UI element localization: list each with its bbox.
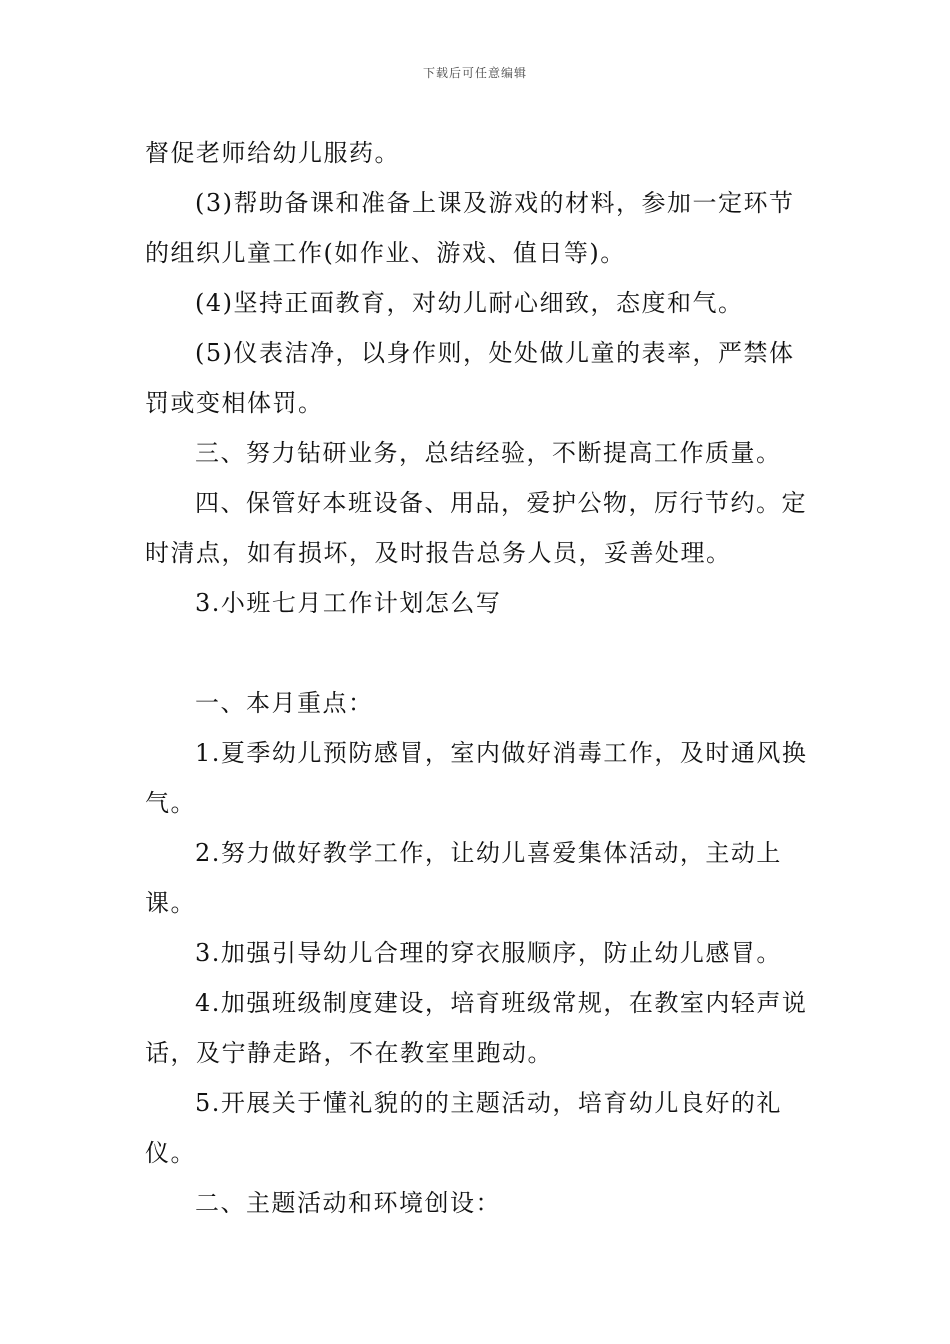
- list-item: 5.开展关于懂礼貌的的主题活动，培育幼儿良好的礼仪。: [145, 1089, 782, 1167]
- list-item: 4.加强班级制度建设，培育班级常规，在教室内轻声说话，及宁静走路，不在教室里跑动。: [145, 989, 808, 1067]
- paragraph: (3)帮助备课和准备上课及游戏的材料，参加一定环节的组织儿童工作(如作业、游戏、值日等)。: [145, 189, 795, 267]
- paragraph: 四、保管好本班设备、用品，爱护公物，厉行节约。定时清点，如有损坏，及时报告总务人员，妥善处理。: [145, 489, 807, 567]
- list-item: 2.努力做好教学工作，让幼儿喜爱集体活动，主动上课。: [145, 839, 782, 917]
- paragraph: (4)坚持正面教育，对幼儿耐心细致，态度和气。: [195, 289, 744, 317]
- section-heading: 二、主题活动和环境创设：: [195, 1189, 501, 1217]
- section-heading: 3.小班七月工作计划怎么写: [195, 589, 502, 617]
- section-heading: 一、本月重点：: [195, 689, 374, 717]
- list-item: 1.夏季幼儿预防感冒，室内做好消毒工作，及时通风换气。: [145, 739, 808, 817]
- page-header: 下载后可任意编辑: [422, 66, 527, 80]
- paragraph: 三、努力钻研业务，总结经验，不断提高工作质量。: [195, 439, 782, 467]
- blank-line: [145, 628, 810, 678]
- document-body: [145, 128, 810, 1228]
- paragraph: 督促老师给幼儿服药。: [145, 139, 400, 167]
- list-item: 3.加强引导幼儿合理的穿衣服顺序，防止幼儿感冒。: [195, 939, 782, 967]
- paragraph: (5)仪表洁净，以身作则，处处做儿童的表率，严禁体罚或变相体罚。: [145, 339, 795, 417]
